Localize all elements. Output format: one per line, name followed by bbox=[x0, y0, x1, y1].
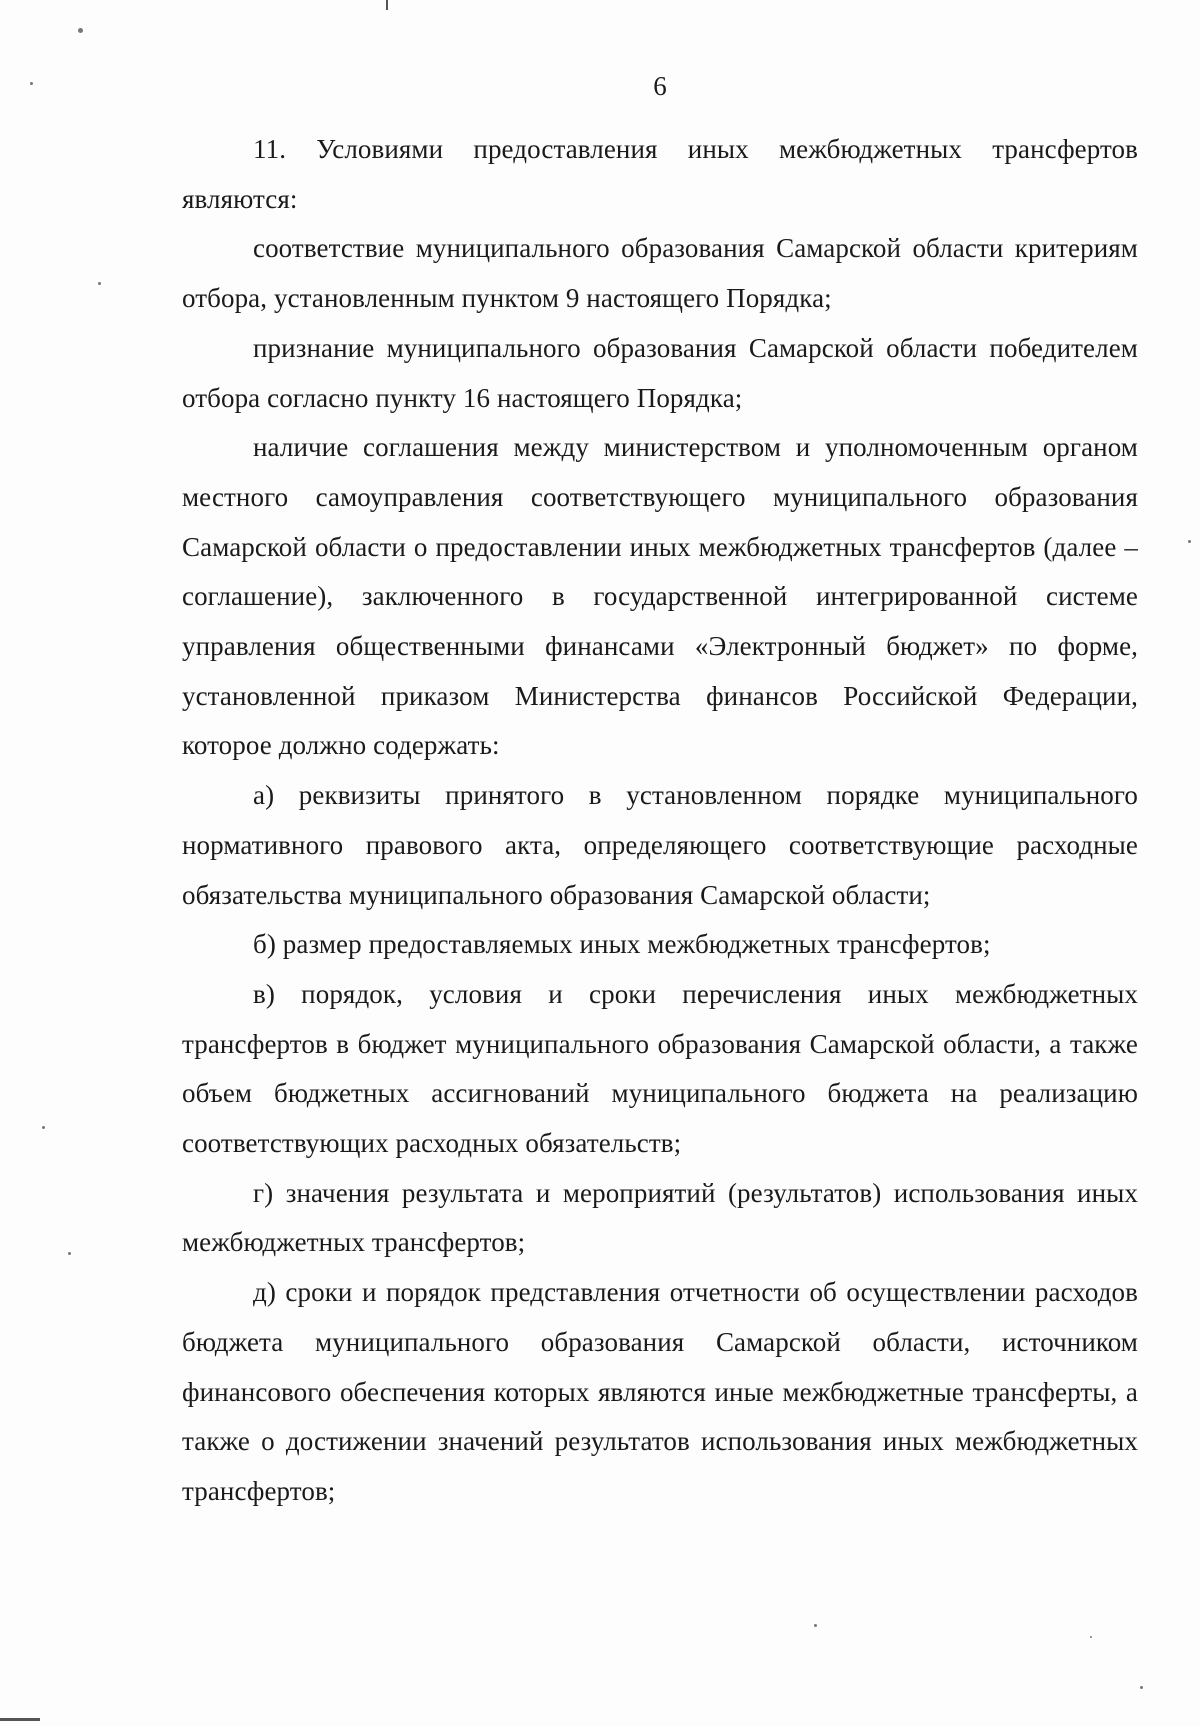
scan-speck bbox=[1090, 1636, 1092, 1638]
paragraph-winner-recognition: признание муниципального образования Самарской области победителем отбора согласно пункту 16 настоящего Порядка; bbox=[182, 332, 1138, 413]
scan-speck bbox=[1188, 540, 1191, 543]
paragraph-conditions-intro: 11. Условиями предоставления иных межбюджетных трансфертов являются: bbox=[182, 134, 1138, 214]
scan-speck bbox=[814, 1624, 817, 1627]
list-item-g: г) значения результата и мероприятий (результатов) использования иных межбюджетных трансфертов; bbox=[182, 1177, 1138, 1258]
scan-speck bbox=[1140, 1686, 1143, 1689]
page-number: 6 bbox=[653, 71, 667, 101]
scan-edge-mark bbox=[386, 0, 388, 10]
scan-speck bbox=[30, 82, 33, 85]
list-item-d: д) сроки и порядок представления отчетности об осуществлении расходов бюджета муниципального образования Самарской области, источником финансового обеспечения которых являются иные межбюджетные трансферты, а также о достижении значений результатов использования иных межбюджетных трансфертов; bbox=[182, 1277, 1138, 1506]
scan-speck bbox=[42, 1126, 45, 1129]
paragraph-agreement: наличие соглашения между министерством и уполномоченным органом местного самоуправления соответствующего муниципального образования Самарской области о предоставлении иных межбюджетных трансфертов (далее – соглашение), заключенного в государственной интегрированной системе управления общественными финансами «Электронный бюджет» по форме, установленной приказом Министерства финансов Российской Федерации, которое должно содержать: bbox=[182, 432, 1138, 761]
scan-edge-mark bbox=[0, 1718, 40, 1721]
list-item-a: а) реквизиты принятого в установленном порядке муниципального нормативного правового акта, определяющего соответствующие расходные обязательства муниципального образования Самарской области; bbox=[182, 780, 1138, 910]
scan-speck bbox=[78, 28, 83, 33]
list-item-b: б) размер предоставляемых иных межбюджетных трансфертов; bbox=[253, 929, 991, 960]
scan-speck bbox=[68, 1252, 71, 1255]
document-body bbox=[182, 125, 1138, 1517]
list-item-v: в) порядок, условия и сроки перечисления иных межбюджетных трансфертов в бюджет муниципального образования Самарской области, а также объем бюджетных ассигнований муниципального бюджета на реализацию соответствующих расходных обязательств; bbox=[182, 978, 1138, 1159]
scan-speck bbox=[98, 282, 101, 285]
paragraph-criteria-compliance: соответствие муниципального образования Самарской области критериям отбора, установленным пунктом 9 настоящего Порядка; bbox=[182, 233, 1138, 314]
